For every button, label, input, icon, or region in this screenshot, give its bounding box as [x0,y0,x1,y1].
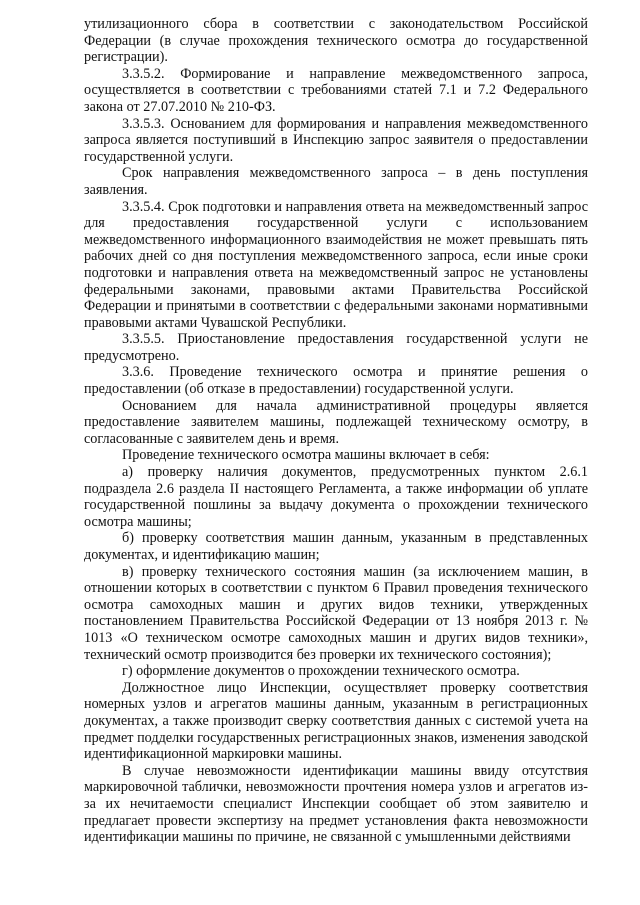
paragraph-3-3-5-5: 3.3.5.5. Приостановление предоставления государственной услуги не предусмотрено. [84,331,588,364]
paragraph-procedure-basis: Основанием для начала административной процедуры является предоставление заявителем машины, подлежащей техническому осмотру, в согласованные с заявителем день и время. [84,397,588,447]
paragraph-3-3-6: 3.3.6. Проведение технического осмотра и принятие решения о предоставлении (об отказе в предоставлении) государственной услуги. [84,364,588,398]
list-item-g: г) оформление документов о прохождении технического осмотра. [122,663,520,680]
paragraph-3-3-5-3: 3.3.5.3. Основанием для формирования и направления межведомственного запроса является поступивший в Инспекцию запрос заявителя о предоставлении государственной услуги. [84,115,588,165]
paragraph-identification-impossible: В случае невозможности идентификации машины ввиду отсутствия маркировочной таблички, невозможности прочтения номера узлов и агрегатов из-за их нечитаемости специалист Инспекции сообщает об этом заявителю и предлагает провести экспертизу на предмет установления факта невозможности идентификации машины по причине, не связанной с умышленными действиями [84,762,588,846]
list-item-b: б) проверку соответствия машин данным, указанным в представленных документах, и идентификацию машин; [84,530,588,563]
paragraph-continuation: утилизационного сбора в соответствии с законодательством Российской Федерации (в случае прохождения технического осмотра до государственной регистрации). [84,16,588,66]
list-item-v: в) проверку технического состояния машин (за исключением машин, в отношении которых в соответствии с пунктом 6 Правил проведения технического осмотра самоходных машин и других видов техники, утвержденных постановлением Правительства Российской Федерации от 13 ноября 2013 г. № 1013 «О техническом осмотре самоходных машин и других видов техники», технический осмотр производится без проверки их технического состояния); [84,563,588,663]
paragraph-inspection-includes: Проведение технического осмотра машины включает в себя: [122,447,490,464]
paragraph-3-3-5-2: 3.3.5.2. Формирование и направление межведомственного запроса, осуществляется в соответствии с требованиями статей 7.1 и 7.2 Федерального закона от 27.07.2010 № 210-ФЗ. [84,65,588,115]
paragraph-3-3-5-4: 3.3.5.4. Срок подготовки и направления ответа на межведомственный запрос для предоставления государственной услуги с использованием межведомственного информационного взаимодействия не может превышать пять рабочих дней со дня поступления межведомственного запроса, если иные сроки подготовки и направления ответа на межведомственный запрос не установлены федеральными законами, правовыми актами Правительства Российской Федерации и принятыми в соответствии с федеральными законами нормативными правовыми актами Чувашской Республики. [84,198,588,331]
paragraph-official-check: Должностное лицо Инспекции, осуществляет проверку соответствия номерных узлов и агрегатов машины данным, указанным в регистрационных документах, а также производит сверку соответствия данных с системой учета на предмет подделки государственных регистрационных знаков, изменения заводской идентификационной маркировки машины. [84,679,588,763]
list-item-a: а) проверку наличия документов, предусмотренных пунктом 2.6.1 подраздела 2.6 раздела II настоящего Регламента, а также информации об уплате государственной пошлины за выдачу документа о прохождении технического осмотра машины; [84,464,588,530]
paragraph-request-deadline: Срок направления межведомственного запроса – в день поступления заявления. [84,165,588,198]
